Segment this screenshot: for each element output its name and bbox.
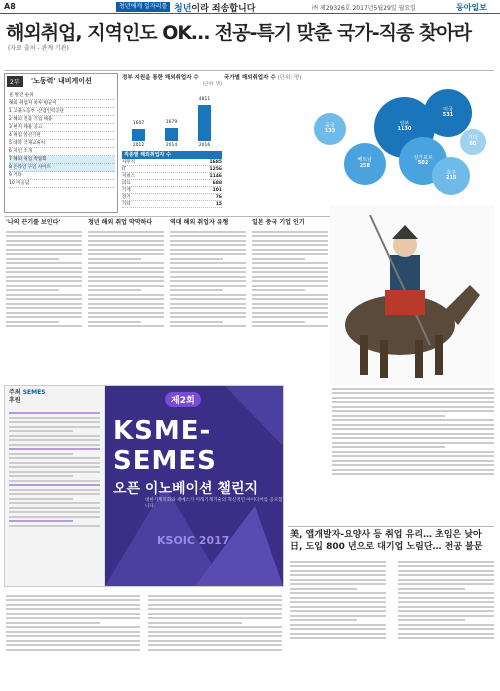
warrior-illustration [330, 205, 494, 385]
text-line [148, 631, 282, 633]
text-line [332, 464, 494, 466]
text-line [148, 644, 282, 646]
text-line [88, 303, 164, 305]
bar-value: 1679 [165, 120, 178, 125]
text-line [9, 489, 100, 491]
article-column [170, 228, 246, 383]
text-line [88, 240, 164, 242]
text-line [398, 579, 494, 581]
text-line [88, 316, 164, 318]
text-line [88, 321, 141, 323]
text-line [332, 397, 494, 399]
text-line [252, 307, 328, 309]
ad-small-text: 대한기계학회와 세메스가 미래기계기술의 혁신적인 아이디어를 공모합니다. [145, 498, 283, 509]
text-line [170, 276, 246, 278]
text-line [290, 592, 386, 594]
text-line [9, 525, 100, 527]
column-title: '나의 끈기를 보인다' [6, 219, 61, 226]
text-line [252, 316, 328, 318]
text-line [332, 410, 494, 412]
column-title: 일본 중국 기업 인기 [252, 219, 305, 226]
text-line [6, 298, 82, 300]
info-box-row: 6 지인 소개 [9, 148, 115, 156]
text-line [398, 637, 494, 639]
text-line [398, 588, 465, 590]
issue-info: ㈜ 제29326호 2017년5월29일 월요일 [312, 5, 416, 12]
text-line [252, 280, 328, 282]
text-line [6, 280, 82, 282]
text-line [170, 298, 246, 300]
bubble: 중국 133 [314, 113, 346, 145]
text-line [398, 597, 494, 599]
text-line [170, 294, 246, 296]
text-line [252, 312, 328, 314]
text-line [88, 235, 164, 237]
text-line [290, 610, 386, 612]
text-line [398, 561, 494, 563]
text-line [88, 289, 141, 291]
text-line [6, 649, 140, 651]
info-box-row: 7 해외 취업 박람회 [9, 156, 115, 164]
text-line [290, 565, 386, 567]
text-line [88, 298, 164, 300]
text-line [290, 628, 386, 630]
text-line [170, 267, 246, 269]
text-line [148, 604, 282, 606]
text-line [170, 262, 246, 264]
headline: 해외취업, 지역인도 OK… 전공-특기 맞춘 국가-직종 찾아라 [6, 22, 471, 44]
text-line [398, 592, 494, 594]
text-line [332, 460, 494, 462]
chart-bar [198, 105, 211, 141]
text-line [6, 622, 100, 624]
text-line [9, 498, 73, 500]
sublist-row: IT 1256 [122, 167, 222, 172]
text-line [170, 285, 246, 287]
text-line [88, 307, 164, 309]
mid-chart-sublist [122, 151, 222, 208]
text-line [6, 240, 82, 242]
text-line [6, 244, 82, 246]
bubble-chart [224, 73, 492, 213]
text-line [332, 442, 494, 444]
ad-big-text: KSME- SEMES [113, 416, 217, 476]
text-line [332, 433, 494, 435]
text-line [6, 303, 82, 305]
text-line [6, 599, 140, 601]
text-line [170, 271, 246, 273]
text-line [9, 466, 100, 468]
text-line [398, 583, 494, 585]
text-line [290, 570, 386, 572]
bubble-chart-title: 국가별 해외취업자 수 (단위: 명) [224, 75, 302, 81]
ad-year: KSOIC 2017 [157, 534, 230, 547]
section-tag: 청년에게 일자리를 [116, 2, 170, 12]
text-line [332, 419, 494, 421]
text-line [148, 599, 282, 601]
text-line [9, 435, 100, 437]
text-line [88, 325, 164, 327]
text-line [290, 588, 357, 590]
bubble: 미국 531 [424, 89, 472, 137]
text-line [332, 388, 494, 390]
text-line [148, 640, 282, 642]
text-line [6, 253, 82, 255]
text-line [398, 565, 494, 567]
text-line [6, 631, 140, 633]
text-line [170, 244, 246, 246]
bubble: 베트남 258 [344, 143, 386, 185]
text-line [9, 457, 100, 459]
text-line [252, 258, 305, 260]
article-column [6, 228, 82, 383]
text-line [148, 649, 282, 651]
text-line [6, 604, 140, 606]
info-box-row: 5 대학 국제교류처 [9, 140, 115, 148]
mid-chart-title: 정부 지원을 통한 해외취업자 수 [122, 75, 199, 81]
text-line [9, 453, 73, 455]
text-line [332, 455, 494, 457]
divider [288, 526, 494, 527]
text-line [6, 276, 82, 278]
text-line [6, 595, 140, 597]
text-line [88, 249, 164, 251]
text-line [9, 448, 100, 450]
info-box-row: 8 온라인 구인 사이트 [9, 164, 115, 172]
text-line [398, 633, 494, 635]
text-line [148, 626, 282, 628]
text-line [6, 617, 140, 619]
advertisement [4, 385, 284, 587]
text-line [252, 276, 328, 278]
text-line [170, 312, 246, 314]
text-line [170, 316, 246, 318]
info-box-row: 4 취업 알선기관 [9, 132, 115, 140]
text-line [332, 424, 494, 426]
text-line [88, 294, 164, 296]
info-box-title: '노동력' 내비게이션 [31, 77, 92, 85]
text-line [332, 437, 494, 439]
text-line [88, 276, 164, 278]
text-line [290, 583, 386, 585]
text-line [252, 294, 328, 296]
text-line [398, 624, 494, 626]
text-line [88, 244, 164, 246]
text-line [88, 285, 164, 287]
text-line [290, 606, 386, 608]
text-line [252, 285, 328, 287]
text-line [6, 321, 59, 323]
chart-bar [165, 128, 178, 141]
byline: (자료 출처 - 관계 기관) [8, 45, 69, 52]
info-box-row: 해외 취업자 하루 평균이 [9, 100, 115, 108]
divider [4, 216, 330, 217]
text-line [252, 249, 328, 251]
column-title: 청년 해외 취업 막막하다 [88, 219, 153, 226]
text-line [170, 280, 246, 282]
text-line [88, 262, 164, 264]
ad-badge: 제2회 [165, 392, 201, 407]
bubble: 일본 1130 [374, 97, 435, 158]
sublist-row: 서비스 1146 [122, 174, 222, 179]
info-box-list [9, 92, 115, 188]
text-line [252, 271, 328, 273]
article-column [398, 558, 494, 686]
text-line [9, 511, 100, 513]
sublist-row: 전기 76 [122, 195, 222, 200]
text-line [9, 430, 73, 432]
bubble: 기타 60 [460, 129, 486, 155]
text-line [332, 392, 494, 394]
text-line [6, 231, 82, 233]
text-line [252, 253, 328, 255]
text-line [290, 624, 386, 626]
text-line [398, 619, 465, 621]
text-line [9, 444, 100, 446]
text-line [6, 635, 140, 637]
article-column [332, 385, 494, 525]
text-line [398, 615, 494, 617]
text-line [6, 613, 140, 615]
bar-value: 4811 [198, 97, 211, 102]
text-line [332, 401, 494, 403]
text-line [6, 235, 82, 237]
ad-sub-text: 오픈 이노베이션 챌린지 [113, 481, 258, 497]
text-line [6, 271, 82, 273]
article-column [88, 228, 164, 383]
text-line [398, 606, 494, 608]
text-line [290, 615, 386, 617]
info-box-row: 3 현지 채용 공고 [9, 124, 115, 132]
text-line [170, 289, 223, 291]
text-line [170, 231, 246, 233]
text-line [332, 406, 494, 408]
text-line [290, 579, 386, 581]
text-line [6, 325, 82, 327]
text-line [6, 267, 82, 269]
text-line [6, 249, 82, 251]
text-line [148, 613, 282, 615]
sublist-row: 사무직 1685 [122, 160, 222, 165]
text-line [9, 484, 100, 486]
text-line [252, 303, 328, 305]
text-line [252, 231, 328, 233]
text-line [252, 235, 328, 237]
bubble: 싱가포르 502 [399, 137, 447, 185]
ad-banner [105, 386, 283, 586]
text-line [148, 608, 282, 610]
sub-headline: 美, 앱개발자-요양사 등 취업 유리… 초임은 낮아 日, 도입 800 년으로 대기업 노림단… 전공 불문 [290, 530, 483, 552]
text-line [9, 462, 100, 464]
mid-chart-unit: (단위: 명) [202, 82, 222, 87]
paper-name: 동아일보 [456, 3, 487, 12]
text-line [88, 253, 164, 255]
text-line [6, 262, 82, 264]
text-line [398, 628, 494, 630]
text-line [252, 298, 328, 300]
section-title: 청년이라 죄송합니다 [174, 4, 256, 14]
text-line [252, 325, 328, 327]
text-line [290, 601, 386, 603]
sublist-row: 기계 101 [122, 188, 222, 193]
text-line [398, 574, 494, 576]
info-box-row: 2 해외 진출 기업 채용 [9, 116, 115, 124]
text-line [9, 417, 100, 419]
text-line [148, 617, 282, 619]
text-line [170, 325, 246, 327]
text-line [9, 421, 100, 423]
ad-info-panel: 주최 SEMES 후원 [5, 386, 105, 586]
text-line [9, 412, 100, 414]
text-line [332, 446, 445, 448]
info-box-row: 물 발견 순위 [9, 92, 115, 100]
page-header [0, 0, 500, 14]
bar-year: 2016 [198, 143, 211, 148]
text-line [148, 622, 242, 624]
text-line [290, 597, 386, 599]
text-line [6, 316, 82, 318]
info-box-tag: 2부 [7, 76, 23, 87]
text-line [88, 258, 141, 260]
info-box-row: 10 미응답 [9, 180, 115, 188]
text-line [332, 451, 494, 453]
bubble: 호주 215 [432, 157, 470, 195]
text-line [252, 289, 305, 291]
text-line [148, 635, 282, 637]
text-line [9, 426, 100, 428]
text-line [290, 637, 386, 639]
article-column [6, 592, 140, 686]
text-line [6, 644, 140, 646]
text-line [170, 307, 246, 309]
sublist-row: 의료 688 [122, 181, 222, 186]
text-line [88, 231, 164, 233]
text-line [332, 428, 494, 430]
column-title: 역대 해외 취업자 유형 [170, 219, 229, 226]
text-line [290, 574, 386, 576]
text-line [252, 244, 328, 246]
text-line [6, 285, 82, 287]
text-line [252, 262, 328, 264]
bar-value: 1607 [132, 121, 145, 126]
text-line [9, 520, 73, 522]
sublist-title: 직종별 해외취업자 수 [122, 151, 222, 159]
text-line [9, 516, 100, 518]
text-line [6, 258, 59, 260]
text-line [170, 249, 246, 251]
chart-bar [132, 129, 145, 141]
text-line [9, 471, 100, 473]
text-line [148, 595, 282, 597]
divider [4, 70, 494, 71]
text-line [332, 469, 494, 471]
article-column [290, 558, 386, 686]
info-box-row: 9 기타 [9, 172, 115, 180]
text-line [9, 439, 100, 441]
text-line [290, 633, 386, 635]
page-number: A8 [4, 2, 16, 11]
text-line [6, 626, 140, 628]
text-line [170, 235, 246, 237]
text-line [6, 312, 82, 314]
text-line [88, 271, 164, 273]
text-line [170, 240, 246, 242]
text-line [9, 502, 100, 504]
bar-year: 2014 [165, 143, 178, 148]
text-line [398, 610, 494, 612]
text-line [252, 240, 328, 242]
info-box [4, 73, 118, 213]
bar-year: 2012 [132, 143, 145, 148]
article-column [148, 592, 282, 686]
text-line [6, 307, 82, 309]
sublist-row: 기타 15 [122, 202, 222, 207]
text-line [332, 473, 494, 475]
info-box-row: 1 고용노동부 ·산업인력공단 [9, 108, 115, 116]
text-line [6, 289, 59, 291]
text-line [170, 321, 223, 323]
text-line [398, 570, 494, 572]
text-line [88, 280, 164, 282]
text-line [9, 475, 73, 477]
text-line [398, 601, 494, 603]
article-column [252, 228, 328, 383]
text-line [6, 640, 140, 642]
text-line [170, 253, 246, 255]
text-line [6, 608, 140, 610]
text-line [9, 493, 100, 495]
text-line [252, 321, 305, 323]
text-line [88, 267, 164, 269]
text-line [290, 619, 357, 621]
text-line [170, 258, 223, 260]
text-line [252, 267, 328, 269]
text-line [290, 561, 386, 563]
text-line [332, 415, 445, 417]
mid-chart [122, 73, 222, 213]
text-line [9, 507, 100, 509]
text-line [9, 480, 100, 482]
text-line [170, 303, 246, 305]
text-line [88, 312, 164, 314]
text-line [6, 294, 82, 296]
